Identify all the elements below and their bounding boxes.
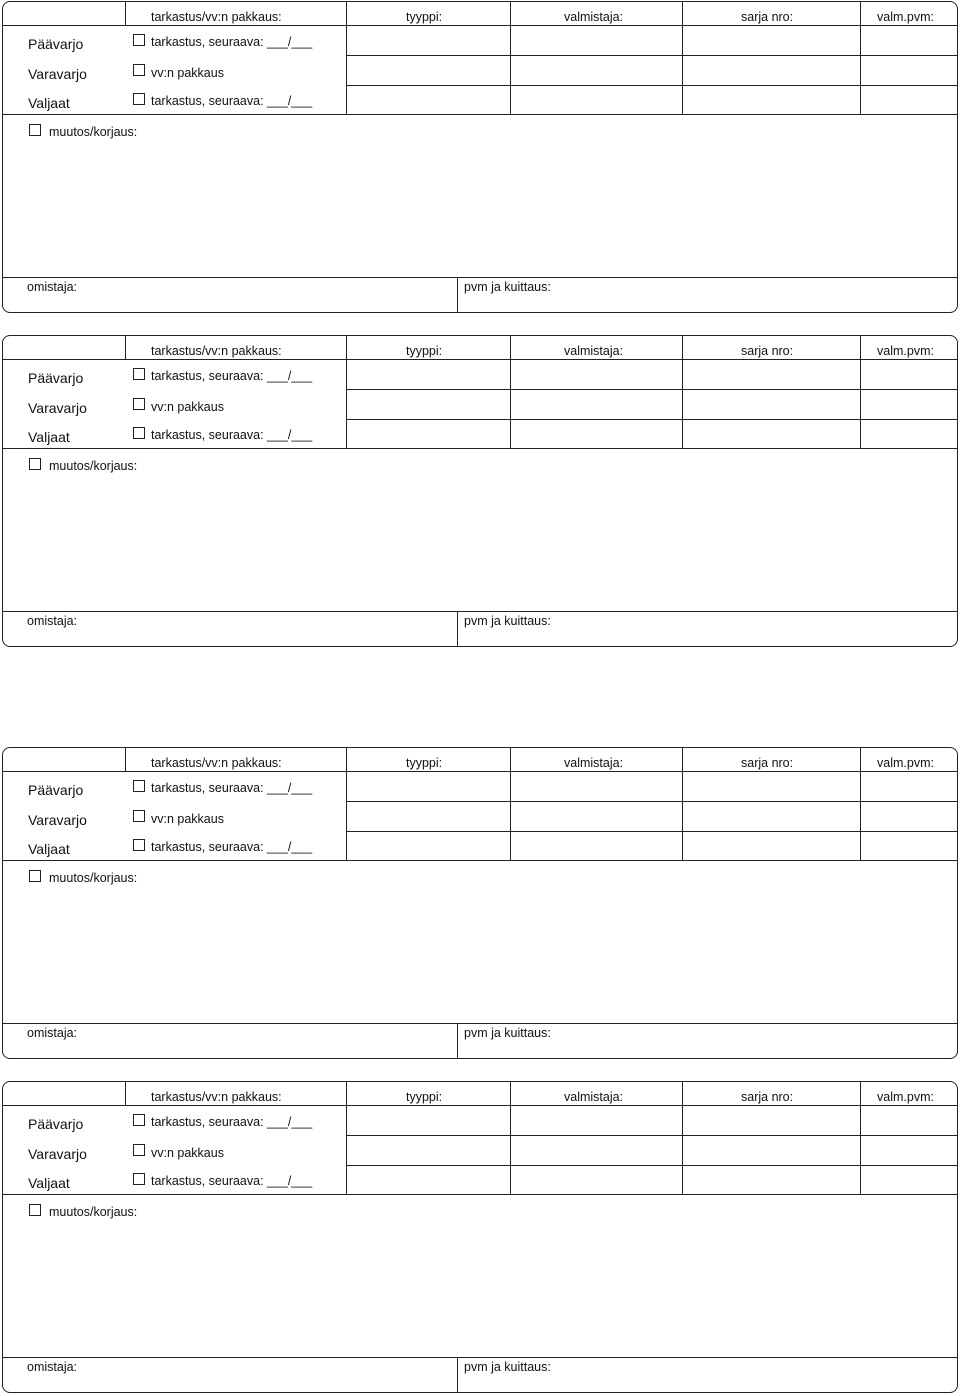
change-repair-label: muutos/korjaus:	[49, 459, 138, 473]
manufacturer-label: valmistaja:	[564, 756, 624, 770]
frame-corner	[2, 1, 11, 10]
header-bottom-line	[125, 1105, 958, 1106]
frame-left-line	[2, 9, 3, 277]
reserve-pack-label: vv:n pakkaus	[151, 66, 224, 80]
column-divider	[510, 747, 511, 860]
inspection-pack-label: tarkastus/vv:n pakkaus:	[151, 10, 282, 24]
rows-bottom-line	[2, 1194, 958, 1195]
frame-right-line	[957, 9, 958, 277]
frame-right-line	[957, 755, 958, 1023]
rows-bottom-line	[2, 114, 958, 115]
reserve-pack-checkbox[interactable]	[133, 398, 145, 410]
column-divider	[860, 1081, 861, 1194]
header-divider	[125, 335, 126, 359]
header-divider	[125, 1, 126, 25]
serial-label: sarja nro:	[741, 344, 794, 358]
frame-left-line	[2, 1089, 3, 1357]
reserve-pack-checkbox[interactable]	[133, 64, 145, 76]
owner-label: omistaja:	[27, 280, 78, 294]
header-left-line	[2, 359, 125, 360]
inspection-card	[0, 1081, 960, 1394]
reserve-pack-label: vv:n pakkaus	[151, 812, 224, 826]
date-signature-label: pvm ja kuittaus:	[464, 1360, 551, 1374]
reserve-pack-label: vv:n pakkaus	[151, 1146, 224, 1160]
row-divider	[346, 831, 958, 832]
change-repair-label: muutos/korjaus:	[49, 871, 138, 885]
footer-divider	[457, 1023, 458, 1058]
frame-right-line	[957, 1089, 958, 1357]
header-left-line	[2, 1105, 125, 1106]
column-divider	[860, 747, 861, 860]
manufacturer-label: valmistaja:	[564, 10, 624, 24]
inspection-checkbox[interactable]	[133, 780, 145, 792]
row-divider	[346, 55, 958, 56]
main-canopy-label: Päävarjo	[28, 782, 84, 798]
inspection-checkbox[interactable]	[133, 34, 145, 46]
inspection-pack-label: tarkastus/vv:n pakkaus:	[151, 756, 282, 770]
frame-right-line	[957, 343, 958, 611]
serial-label: sarja nro:	[741, 756, 794, 770]
main-canopy-label: Päävarjo	[28, 370, 84, 386]
harness-label: Valjaat	[28, 1175, 70, 1191]
row-divider	[346, 1165, 958, 1166]
harness-inspection-checkbox[interactable]	[133, 1173, 145, 1185]
row-divider	[346, 419, 958, 420]
inspection-pack-label: tarkastus/vv:n pakkaus:	[151, 1090, 282, 1104]
header-bottom-line	[125, 771, 958, 772]
inspection-card	[0, 747, 960, 1060]
column-divider	[346, 1081, 347, 1194]
reserve-canopy-label: Varavarjo	[28, 400, 87, 416]
frame-top-line	[10, 1081, 950, 1082]
column-divider	[860, 335, 861, 448]
serial-label: sarja nro:	[741, 1090, 794, 1104]
change-repair-checkbox[interactable]	[29, 1204, 41, 1216]
inspection-next-label: tarkastus, seuraava: ___/___	[151, 1115, 313, 1129]
row-divider	[346, 1135, 958, 1136]
rows-bottom-line	[2, 448, 958, 449]
footer-divider	[457, 1357, 458, 1392]
type-label: tyyppi:	[406, 10, 443, 24]
manufacturer-label: valmistaja:	[564, 344, 624, 358]
serial-label: sarja nro:	[741, 10, 794, 24]
footer-divider	[457, 611, 458, 646]
inspection-next-label: tarkastus, seuraava: ___/___	[151, 369, 313, 383]
inspection-card	[0, 1, 960, 314]
frame-corner	[2, 335, 11, 344]
manufactured-date-label: valm.pvm:	[877, 1090, 934, 1104]
header-left-line	[2, 25, 125, 26]
manufactured-date-label: valm.pvm:	[877, 10, 934, 24]
date-signature-label: pvm ja kuittaus:	[464, 280, 551, 294]
frame-corner	[2, 747, 11, 756]
reserve-canopy-label: Varavarjo	[28, 812, 87, 828]
harness-label: Valjaat	[28, 429, 70, 445]
change-repair-checkbox[interactable]	[29, 870, 41, 882]
header-divider	[125, 747, 126, 771]
frame-left-line	[2, 343, 3, 611]
column-divider	[682, 747, 683, 860]
reserve-pack-label: vv:n pakkaus	[151, 400, 224, 414]
reserve-canopy-label: Varavarjo	[28, 66, 87, 82]
manufactured-date-label: valm.pvm:	[877, 344, 934, 358]
harness-inspection-checkbox[interactable]	[133, 93, 145, 105]
row-divider	[346, 85, 958, 86]
inspection-card	[0, 335, 960, 648]
harness-label: Valjaat	[28, 841, 70, 857]
inspection-checkbox[interactable]	[133, 368, 145, 380]
frame-top-line	[10, 335, 950, 336]
frame-left-line	[2, 755, 3, 1023]
harness-inspection-checkbox[interactable]	[133, 427, 145, 439]
column-divider	[346, 1, 347, 114]
inspection-checkbox[interactable]	[133, 1114, 145, 1126]
reserve-pack-checkbox[interactable]	[133, 1144, 145, 1156]
column-divider	[682, 1, 683, 114]
harness-inspection-next-label: tarkastus, seuraava: ___/___	[151, 94, 313, 108]
manufacturer-label: valmistaja:	[564, 1090, 624, 1104]
type-label: tyyppi:	[406, 1090, 443, 1104]
header-left-line	[2, 771, 125, 772]
type-label: tyyppi:	[406, 344, 443, 358]
change-repair-label: muutos/korjaus:	[49, 1205, 138, 1219]
header-divider	[125, 1081, 126, 1105]
harness-label: Valjaat	[28, 95, 70, 111]
owner-label: omistaja:	[27, 614, 78, 628]
reserve-pack-checkbox[interactable]	[133, 810, 145, 822]
change-repair-label: muutos/korjaus:	[49, 125, 138, 139]
column-divider	[510, 1, 511, 114]
column-divider	[682, 1081, 683, 1194]
change-repair-checkbox[interactable]	[29, 124, 41, 136]
inspection-next-label: tarkastus, seuraava: ___/___	[151, 781, 313, 795]
harness-inspection-checkbox[interactable]	[133, 839, 145, 851]
main-canopy-label: Päävarjo	[28, 1116, 84, 1132]
column-divider	[860, 1, 861, 114]
column-divider	[682, 335, 683, 448]
inspection-next-label: tarkastus, seuraava: ___/___	[151, 35, 313, 49]
column-divider	[510, 335, 511, 448]
footer-divider	[457, 277, 458, 312]
owner-label: omistaja:	[27, 1026, 78, 1040]
rows-bottom-line	[2, 860, 958, 861]
type-label: tyyppi:	[406, 756, 443, 770]
frame-top-line	[10, 1, 950, 2]
inspection-pack-label: tarkastus/vv:n pakkaus:	[151, 344, 282, 358]
header-bottom-line	[125, 359, 958, 360]
column-divider	[346, 747, 347, 860]
row-divider	[346, 389, 958, 390]
harness-inspection-next-label: tarkastus, seuraava: ___/___	[151, 1174, 313, 1188]
column-divider	[510, 1081, 511, 1194]
header-bottom-line	[125, 25, 958, 26]
owner-label: omistaja:	[27, 1360, 78, 1374]
main-canopy-label: Päävarjo	[28, 36, 84, 52]
change-repair-checkbox[interactable]	[29, 458, 41, 470]
row-divider	[346, 801, 958, 802]
reserve-canopy-label: Varavarjo	[28, 1146, 87, 1162]
frame-top-line	[10, 747, 950, 748]
date-signature-label: pvm ja kuittaus:	[464, 1026, 551, 1040]
manufactured-date-label: valm.pvm:	[877, 756, 934, 770]
harness-inspection-next-label: tarkastus, seuraava: ___/___	[151, 428, 313, 442]
frame-corner	[2, 1081, 11, 1090]
column-divider	[346, 335, 347, 448]
date-signature-label: pvm ja kuittaus:	[464, 614, 551, 628]
harness-inspection-next-label: tarkastus, seuraava: ___/___	[151, 840, 313, 854]
